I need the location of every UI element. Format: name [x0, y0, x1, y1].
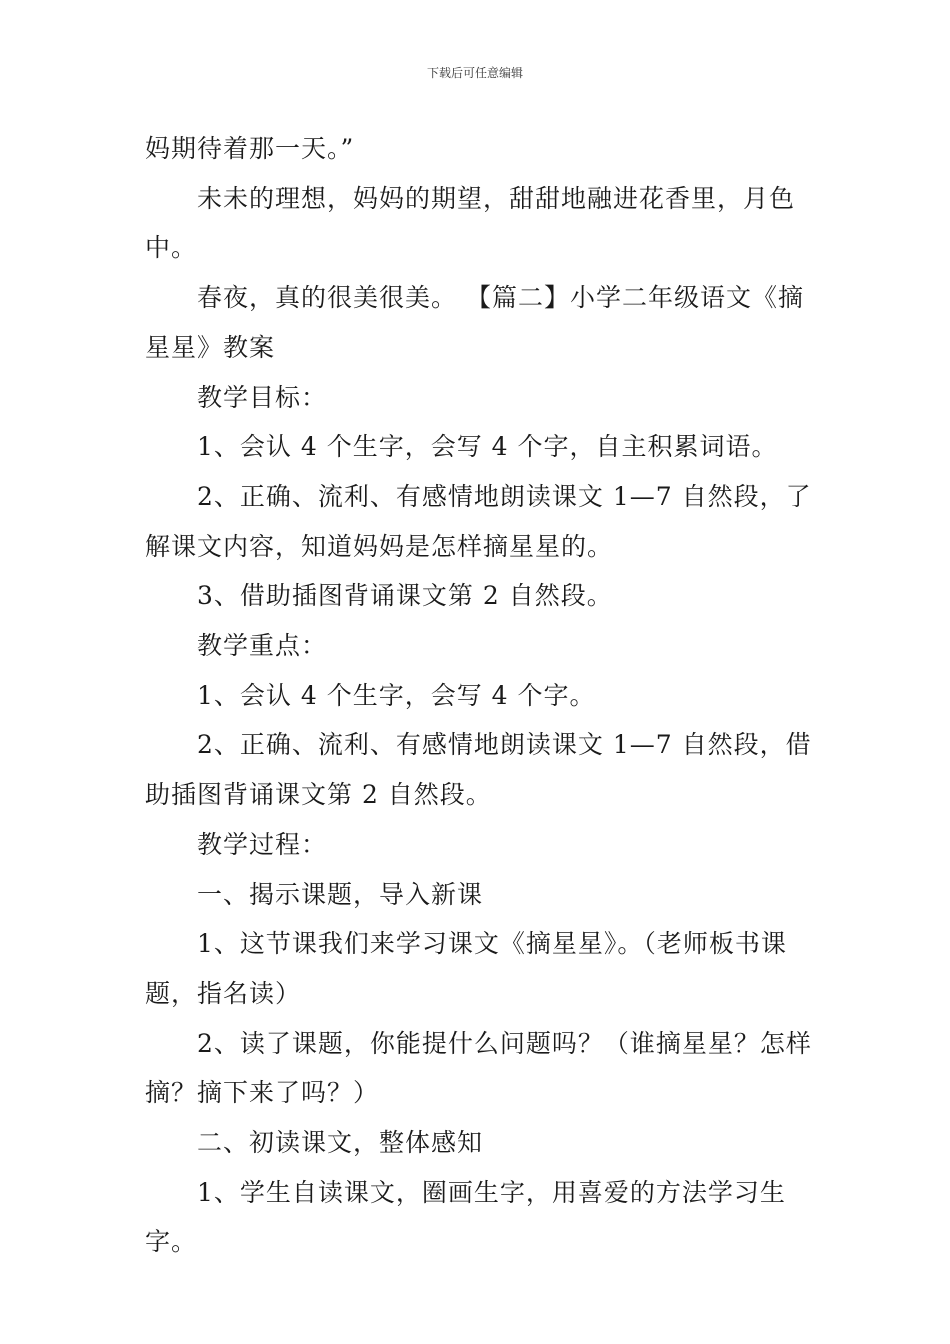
- paragraph: 妈期待着那一天。”: [145, 134, 355, 163]
- list-item: 2、读了课题，你能提什么问题吗？（谁摘星星？怎样摘？摘下来了吗？）: [145, 1028, 812, 1108]
- list-item: 3、借助插图背诵课文第 2 自然段。: [197, 581, 613, 611]
- list-item: 1、这节课我们来学习课文《摘星星》。（老师板书课题，指名读）: [145, 929, 787, 1008]
- paragraph: 春夜，真的很美很美。 【篇二】小学二年级语文《摘星星》教案: [145, 283, 804, 362]
- subsection-heading: 二、初读课文，整体感知: [197, 1128, 484, 1158]
- list-item: 1、学生自读课文，圈画生字，用喜爱的方法学习生字。: [145, 1177, 786, 1257]
- section-heading: 教学重点：: [197, 631, 328, 661]
- list-item: 1、会认 4 个生字，会写 4 个字。: [197, 680, 596, 710]
- list-item: 1、会认 4 个生字，会写 4 个字，自主积累词语。: [197, 432, 778, 462]
- document-body: [145, 124, 825, 1267]
- subsection-heading: 一、揭示课题，导入新课: [197, 879, 484, 909]
- paragraph: 未未的理想，妈妈的期望，甜甜地融进花香里，月色中。: [145, 183, 796, 263]
- list-item: 2、正确、流利、有感情地朗读课文 1—7 自然段，了解课文内容，知道妈妈是怎样摘星星的。: [145, 481, 812, 561]
- section-heading: 教学目标：: [197, 382, 328, 412]
- page-header: 下载后可任意编辑: [426, 66, 523, 80]
- section-heading: 教学过程：: [197, 829, 328, 859]
- list-item: 2、正确、流利、有感情地朗读课文 1—7 自然段，借助插图背诵课文第 2 自然段。: [145, 730, 812, 810]
